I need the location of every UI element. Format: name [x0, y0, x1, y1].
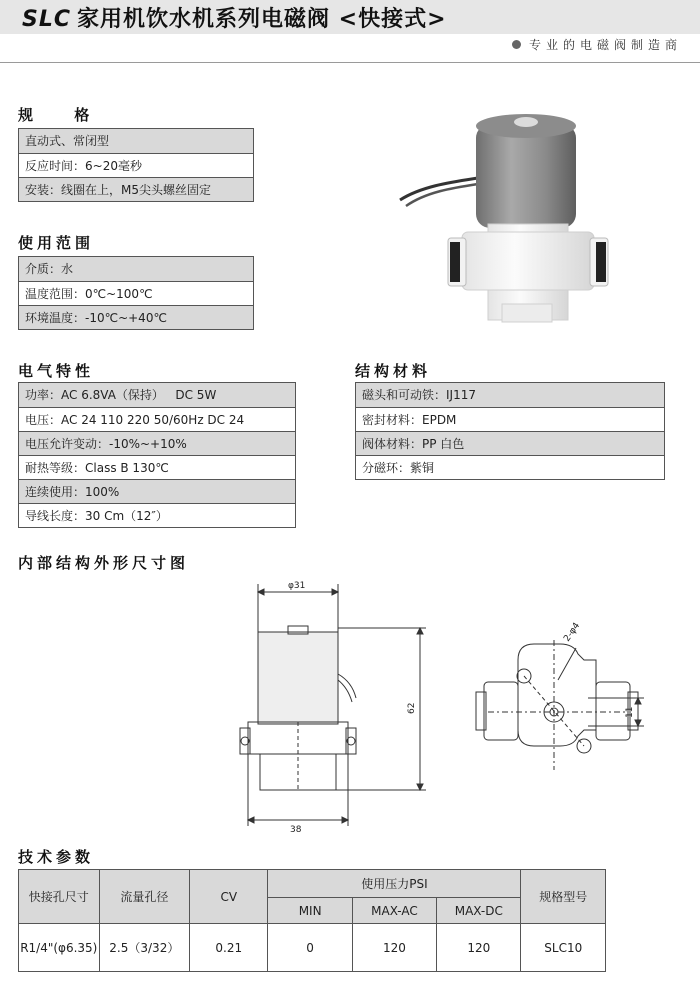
brand-name: SLC — [22, 7, 72, 32]
dim-diameter-label: φ31 — [288, 581, 306, 591]
header-subtitle — [512, 36, 682, 53]
dim-height-label: 62 — [407, 702, 417, 714]
header-cv: CV — [190, 870, 268, 924]
cell-model: SLC10 — [521, 924, 606, 972]
header-min: MIN — [268, 898, 352, 924]
dim-holes-label: 2-φ4 — [562, 621, 583, 644]
spec-row: 直动式、常闭型 — [19, 129, 253, 153]
cell-orifice: 2.5（3/32） — [99, 924, 190, 972]
material-row: 密封材料：EPDM — [356, 407, 664, 431]
material-row: 分磁环：紫铜 — [356, 455, 664, 479]
usage-heading: 使用范围 — [18, 234, 95, 252]
cell-cv: 0.21 — [190, 924, 268, 972]
cell-min: 0 — [268, 924, 352, 972]
side-view-drawing — [200, 574, 460, 836]
material-row: 磁头和可动铁：IJ117 — [356, 383, 664, 407]
page-title — [22, 2, 447, 33]
material-heading: 结构材料 — [355, 362, 432, 380]
header-max-ac: MAX-AC — [352, 898, 436, 924]
usage-row: 环境温度：-10℃~+40℃ — [19, 305, 253, 329]
spec-row: 安装：线圈在上，M5尖头螺丝固定 — [19, 177, 253, 201]
material-table — [355, 382, 665, 480]
params-table — [18, 869, 606, 972]
electric-row: 电压：AC 24 110 220 50/60Hz DC 24 — [19, 407, 295, 431]
dim-offset-label: 11 — [625, 706, 635, 718]
title-text: 家用机饮水机系列电磁阀 <快接式> — [77, 7, 447, 32]
header-divider — [0, 62, 700, 63]
electric-row: 电压允许变动：-10%~+10% — [19, 431, 295, 455]
header-model: 规格型号 — [521, 870, 606, 924]
electric-row: 连续使用：100% — [19, 479, 295, 503]
cell-max-dc: 120 — [437, 924, 521, 972]
electric-row: 耐热等级：Class B 130℃ — [19, 455, 295, 479]
spec-row: 反应时间：6~20毫秒 — [19, 153, 253, 177]
dim-width-label: 38 — [290, 825, 302, 835]
header-port: 快接孔尺寸 — [19, 870, 100, 924]
subtitle-text: 专业的电磁阀制造商 — [528, 38, 682, 52]
usage-row: 介质：水 — [19, 257, 253, 281]
electric-row: 功率：AC 6.8VA（保持） DC 5W — [19, 383, 295, 407]
bullet-icon — [512, 40, 521, 49]
header-orifice: 流量孔径 — [99, 870, 190, 924]
electric-table — [18, 382, 296, 528]
drawing-heading: 内部结构外形尺寸图 — [18, 554, 190, 572]
product-photo — [392, 108, 622, 332]
spec-heading: 规 格 — [18, 106, 108, 124]
header-pressure: 使用压力PSI — [268, 870, 521, 898]
electric-heading: 电气特性 — [18, 362, 95, 380]
spec-table — [18, 128, 254, 202]
top-view-drawing — [468, 620, 654, 770]
cell-max-ac: 120 — [352, 924, 436, 972]
usage-row: 温度范围：0℃~100℃ — [19, 281, 253, 305]
electric-row: 导线长度：30 Cm（12″） — [19, 503, 295, 527]
cell-port: R1/4"(φ6.35) — [19, 924, 100, 972]
usage-table — [18, 256, 254, 330]
params-heading: 技术参数 — [18, 848, 95, 866]
header-max-dc: MAX-DC — [437, 898, 521, 924]
material-row: 阀体材料：PP 白色 — [356, 431, 664, 455]
